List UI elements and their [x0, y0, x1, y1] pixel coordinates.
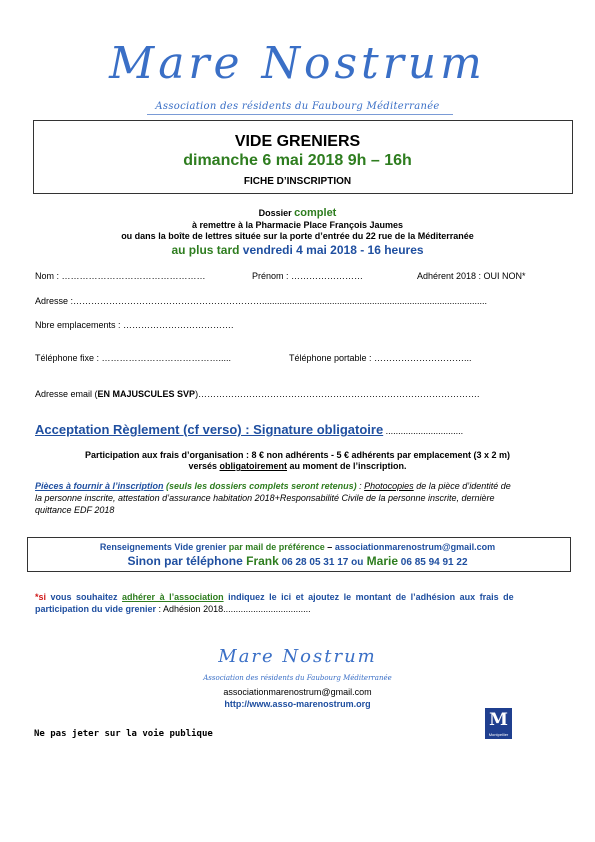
pieces-note: (seuls les dossiers complets seront retenus) [163, 481, 357, 491]
field-email[interactable] [35, 389, 480, 399]
membership-a: vous souhaitez [46, 592, 123, 602]
membership-adhesion: : Adhésion 2018................................... [156, 604, 311, 614]
footer-email[interactable]: associationmarenostrum@gmail.com [223, 687, 372, 697]
contact-line1 [0, 542, 595, 552]
acceptance-text: Acceptation Règlement (cf verso) : Signature obligatoire [35, 422, 384, 437]
pieces-rest1: de la pièce d’identité de [413, 481, 511, 491]
field-adherent[interactable]: Adhérent 2018 : OUI NON* [417, 271, 526, 281]
contact-ou: ou [351, 557, 364, 568]
field-prenom[interactable]: Prénom : …………………… [252, 271, 364, 281]
participation-verses: versés [188, 461, 220, 471]
pieces-label: Pièces à fournir à l’inscription [35, 481, 164, 491]
dossier-line3: ou dans la boîte de lettres située sur la porte d’entrée du 22 rue de la Méditerranée [121, 231, 474, 241]
field-tel-fixe[interactable]: Téléphone fixe : …………………………………..... [35, 353, 232, 363]
dossier-complet: complet [294, 207, 337, 219]
contact-line2 [0, 554, 595, 568]
contact-marie-number: 06 85 94 91 22 [398, 557, 468, 568]
contact-frank-number: 06 28 05 31 17 [278, 557, 352, 568]
event-title: VIDE GRENIERS [234, 133, 361, 150]
pieces-line1 [35, 481, 511, 491]
participation-obligatoirement: obligatoirement [219, 461, 288, 471]
dossier-label: Dossier [258, 208, 292, 218]
acceptance-line [35, 422, 463, 437]
header-divider [147, 114, 453, 115]
event-date: dimanche 6 mai 2018 9h – 16h [183, 152, 412, 169]
membership-participation: participation du vide grenier [35, 604, 157, 614]
pieces-colon: : [356, 481, 365, 491]
contact-preference: par mail de préférence [226, 542, 325, 552]
brand-title: Mare Nostrum [109, 38, 486, 89]
acceptance-dots: ............................... [383, 426, 464, 436]
contact-marie: Marie [363, 554, 399, 568]
contact-frank: Frank [242, 554, 279, 568]
field-emplacements[interactable]: Nbre emplacements : ………………………………. [35, 320, 234, 330]
contact-sinon: Sinon par téléphone [127, 554, 243, 568]
form-title: FICHE D’INSCRIPTION [243, 176, 352, 187]
participation-rest: au moment de l’inscription. [287, 461, 407, 471]
membership-b: indiquez le ici et ajoutez le montant de l’adhésion aux frais de [223, 592, 514, 602]
participation-line1: Participation aux frais d’organisation : 8 € non adhérents - 5 € adhérents par emplacement (3 x 2 m) [84, 450, 511, 460]
deadline-date: vendredi 4 mai 2018 - 16 heures [242, 243, 424, 257]
participation-line2 [0, 461, 595, 471]
membership-adherer: adhérer à l’association [122, 592, 224, 602]
pieces-line3: quittance EDF 2018 [35, 505, 115, 515]
brand-subtitle: Association des résidents du Faubourg Méditerranée [155, 101, 440, 112]
field-tel-portable[interactable]: Téléphone portable : …………………………... [289, 353, 472, 363]
email-suffix: )…………………………………………………………………………………. [195, 389, 480, 399]
field-nom[interactable]: Nom : ………………………………………… [35, 271, 206, 281]
membership-star: * [35, 592, 39, 602]
contact-email[interactable]: associationmarenostrum@gmail.com [334, 542, 496, 552]
deadline-prefix: au plus tard [171, 243, 240, 257]
membership-line1 [35, 592, 514, 602]
dossier-line1 [0, 207, 595, 219]
pieces-photocopies: Photocopies [364, 481, 414, 491]
logo-text: Montpellier [488, 732, 509, 737]
membership-si: si [38, 592, 47, 602]
dossier-deadline [0, 243, 595, 257]
dossier-line2: à remettre à la Pharmacie Place François Jaumes [191, 220, 404, 230]
contact-renseignements: Renseignements Vide grenier [99, 542, 227, 552]
email-prefix: Adresse email ( [35, 389, 98, 399]
logo-letter: M [489, 710, 508, 730]
montpellier-logo [485, 708, 512, 739]
membership-line2 [35, 604, 311, 614]
contact-dash: – [324, 542, 335, 552]
pieces-line2: la personne inscrite, attestation d’assurance habitation 2018+Responsabilité Civile de la personne inscrite, dernière [35, 493, 495, 503]
field-adresse[interactable]: Adresse :……………………………………………………….......................................................................................... [35, 296, 488, 306]
footer-url[interactable]: http://www.asso-marenostrum.org [224, 699, 371, 709]
footer-brand: Mare Nostrum [218, 646, 377, 667]
footer-note: Ne pas jeter sur la voie publique [34, 729, 213, 739]
email-caps: EN MAJUSCULES SVP [97, 389, 196, 399]
footer-subtitle: Association des résidents du Faubourg Méditerranée [203, 674, 392, 682]
